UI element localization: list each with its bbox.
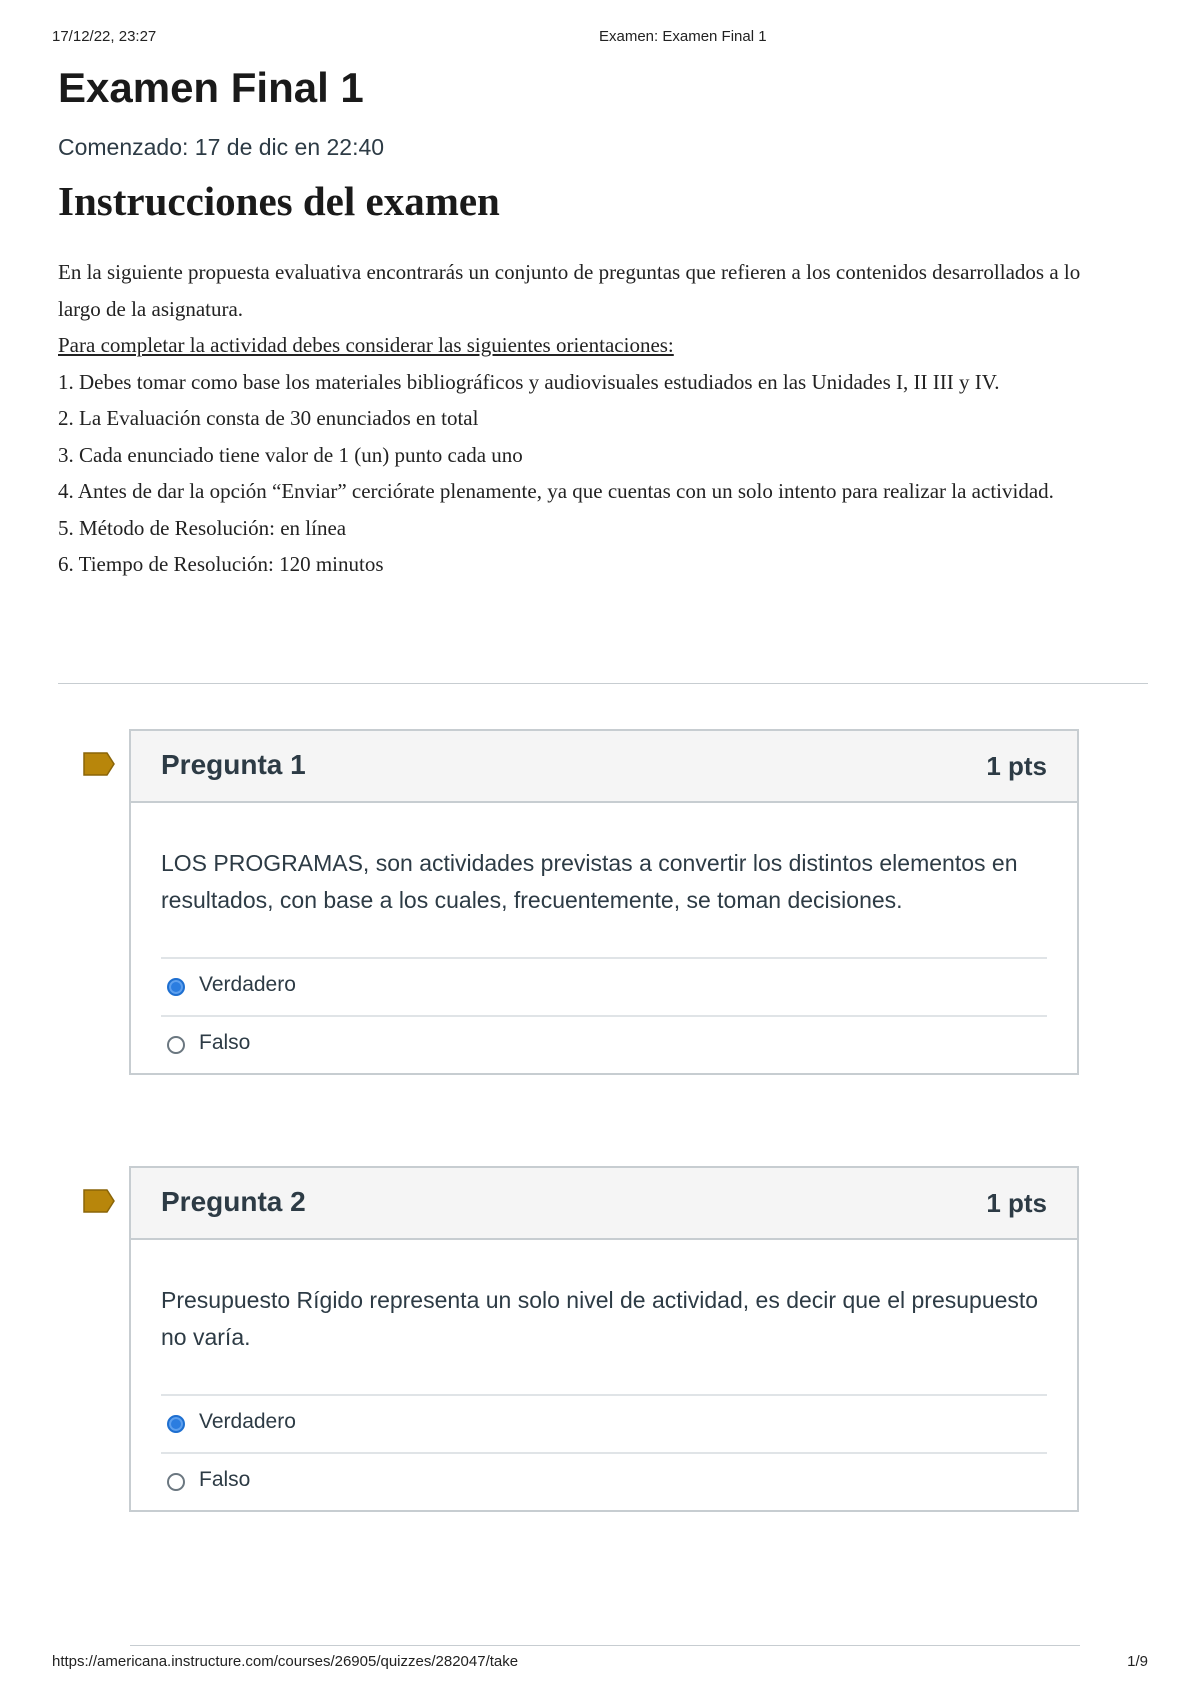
instruction-item: 3. Cada enunciado tiene valor de 1 (un) punto cada uno xyxy=(58,442,523,467)
answer-label[interactable]: Verdadero xyxy=(199,973,296,996)
answer-option-verdadero[interactable] xyxy=(161,1396,1047,1454)
quiz-title: Examen Final 1 xyxy=(58,64,364,111)
instruction-item: 4. Antes de dar la opción “Enviar” cerciórate plenamente, ya que cuentas con un solo intento para realizar la actividad. xyxy=(58,479,1054,503)
question-name: Pregunta 2 xyxy=(161,1186,306,1217)
question-card-1 xyxy=(129,729,1079,1075)
question-text: LOS PROGRAMAS, son actividades previstas a convertir los distintos elementos en resultados, con base a los cuales, frecuentemente, se toman decisiones. xyxy=(161,850,1018,913)
answer-label[interactable]: Falso xyxy=(199,1468,251,1491)
instructions-intro: En la siguiente propuesta evaluativa encontrarás un conjunto de preguntas que refieren a los contenidos desarrollados a lo largo de la asignatura. xyxy=(58,260,1081,321)
print-page-number: 1/9 xyxy=(1127,1653,1148,1670)
answer-label[interactable]: Verdadero xyxy=(199,1410,296,1433)
question-header xyxy=(131,731,1077,803)
instructions-body xyxy=(58,254,1128,583)
print-url: https://americana.instructure.com/courses/26905/quizzes/282047/take xyxy=(52,1653,519,1670)
question-card-2 xyxy=(129,1166,1079,1512)
flag-question-icon[interactable] xyxy=(83,752,115,776)
print-header xyxy=(52,28,1148,48)
instructions-heading: Instrucciones del examen xyxy=(58,178,500,224)
instruction-item: 2. La Evaluación consta de 30 enunciados en total xyxy=(58,406,479,430)
print-page-title: Examen: Examen Final 1 xyxy=(599,28,767,45)
instruction-item: 1. Debes tomar como base los materiales bibliográficos y audiovisuales estudiados en las Unidades I, II III y IV. xyxy=(58,369,1000,394)
answer-list xyxy=(161,1394,1047,1510)
question-name: Pregunta 1 xyxy=(161,749,306,780)
question-points: 1 pts xyxy=(986,751,1047,781)
footer-divider xyxy=(130,1645,1080,1646)
quiz-content xyxy=(58,60,1148,583)
instruction-item: 6. Tiempo de Resolución: 120 minutos xyxy=(58,552,384,576)
answer-option-falso[interactable] xyxy=(161,1017,1047,1073)
radio-selected-icon[interactable] xyxy=(167,1415,185,1433)
instruction-item: 5. Método de Resolución: en línea xyxy=(58,515,347,540)
started-timestamp: Comenzado: 17 de dic en 22:40 xyxy=(58,134,385,160)
radio-unselected-icon[interactable] xyxy=(167,1473,185,1491)
question-points: 1 pts xyxy=(986,1188,1047,1218)
answer-list xyxy=(161,957,1047,1073)
question-text: Presupuesto Rígido representa un solo nivel de actividad, es decir que el presupuesto no varía. xyxy=(161,1287,1039,1350)
answer-option-falso[interactable] xyxy=(161,1454,1047,1510)
flag-question-icon[interactable] xyxy=(83,1189,115,1213)
instructions-orientation: Para completar la actividad debes considerar las siguientes orientaciones: xyxy=(58,333,674,357)
question-header xyxy=(131,1168,1077,1240)
radio-unselected-icon[interactable] xyxy=(167,1036,185,1054)
section-divider xyxy=(58,683,1148,684)
answer-label[interactable]: Falso xyxy=(199,1031,251,1054)
answer-option-verdadero[interactable] xyxy=(161,959,1047,1017)
radio-selected-icon[interactable] xyxy=(167,978,185,996)
print-date: 17/12/22, 23:27 xyxy=(52,28,157,45)
